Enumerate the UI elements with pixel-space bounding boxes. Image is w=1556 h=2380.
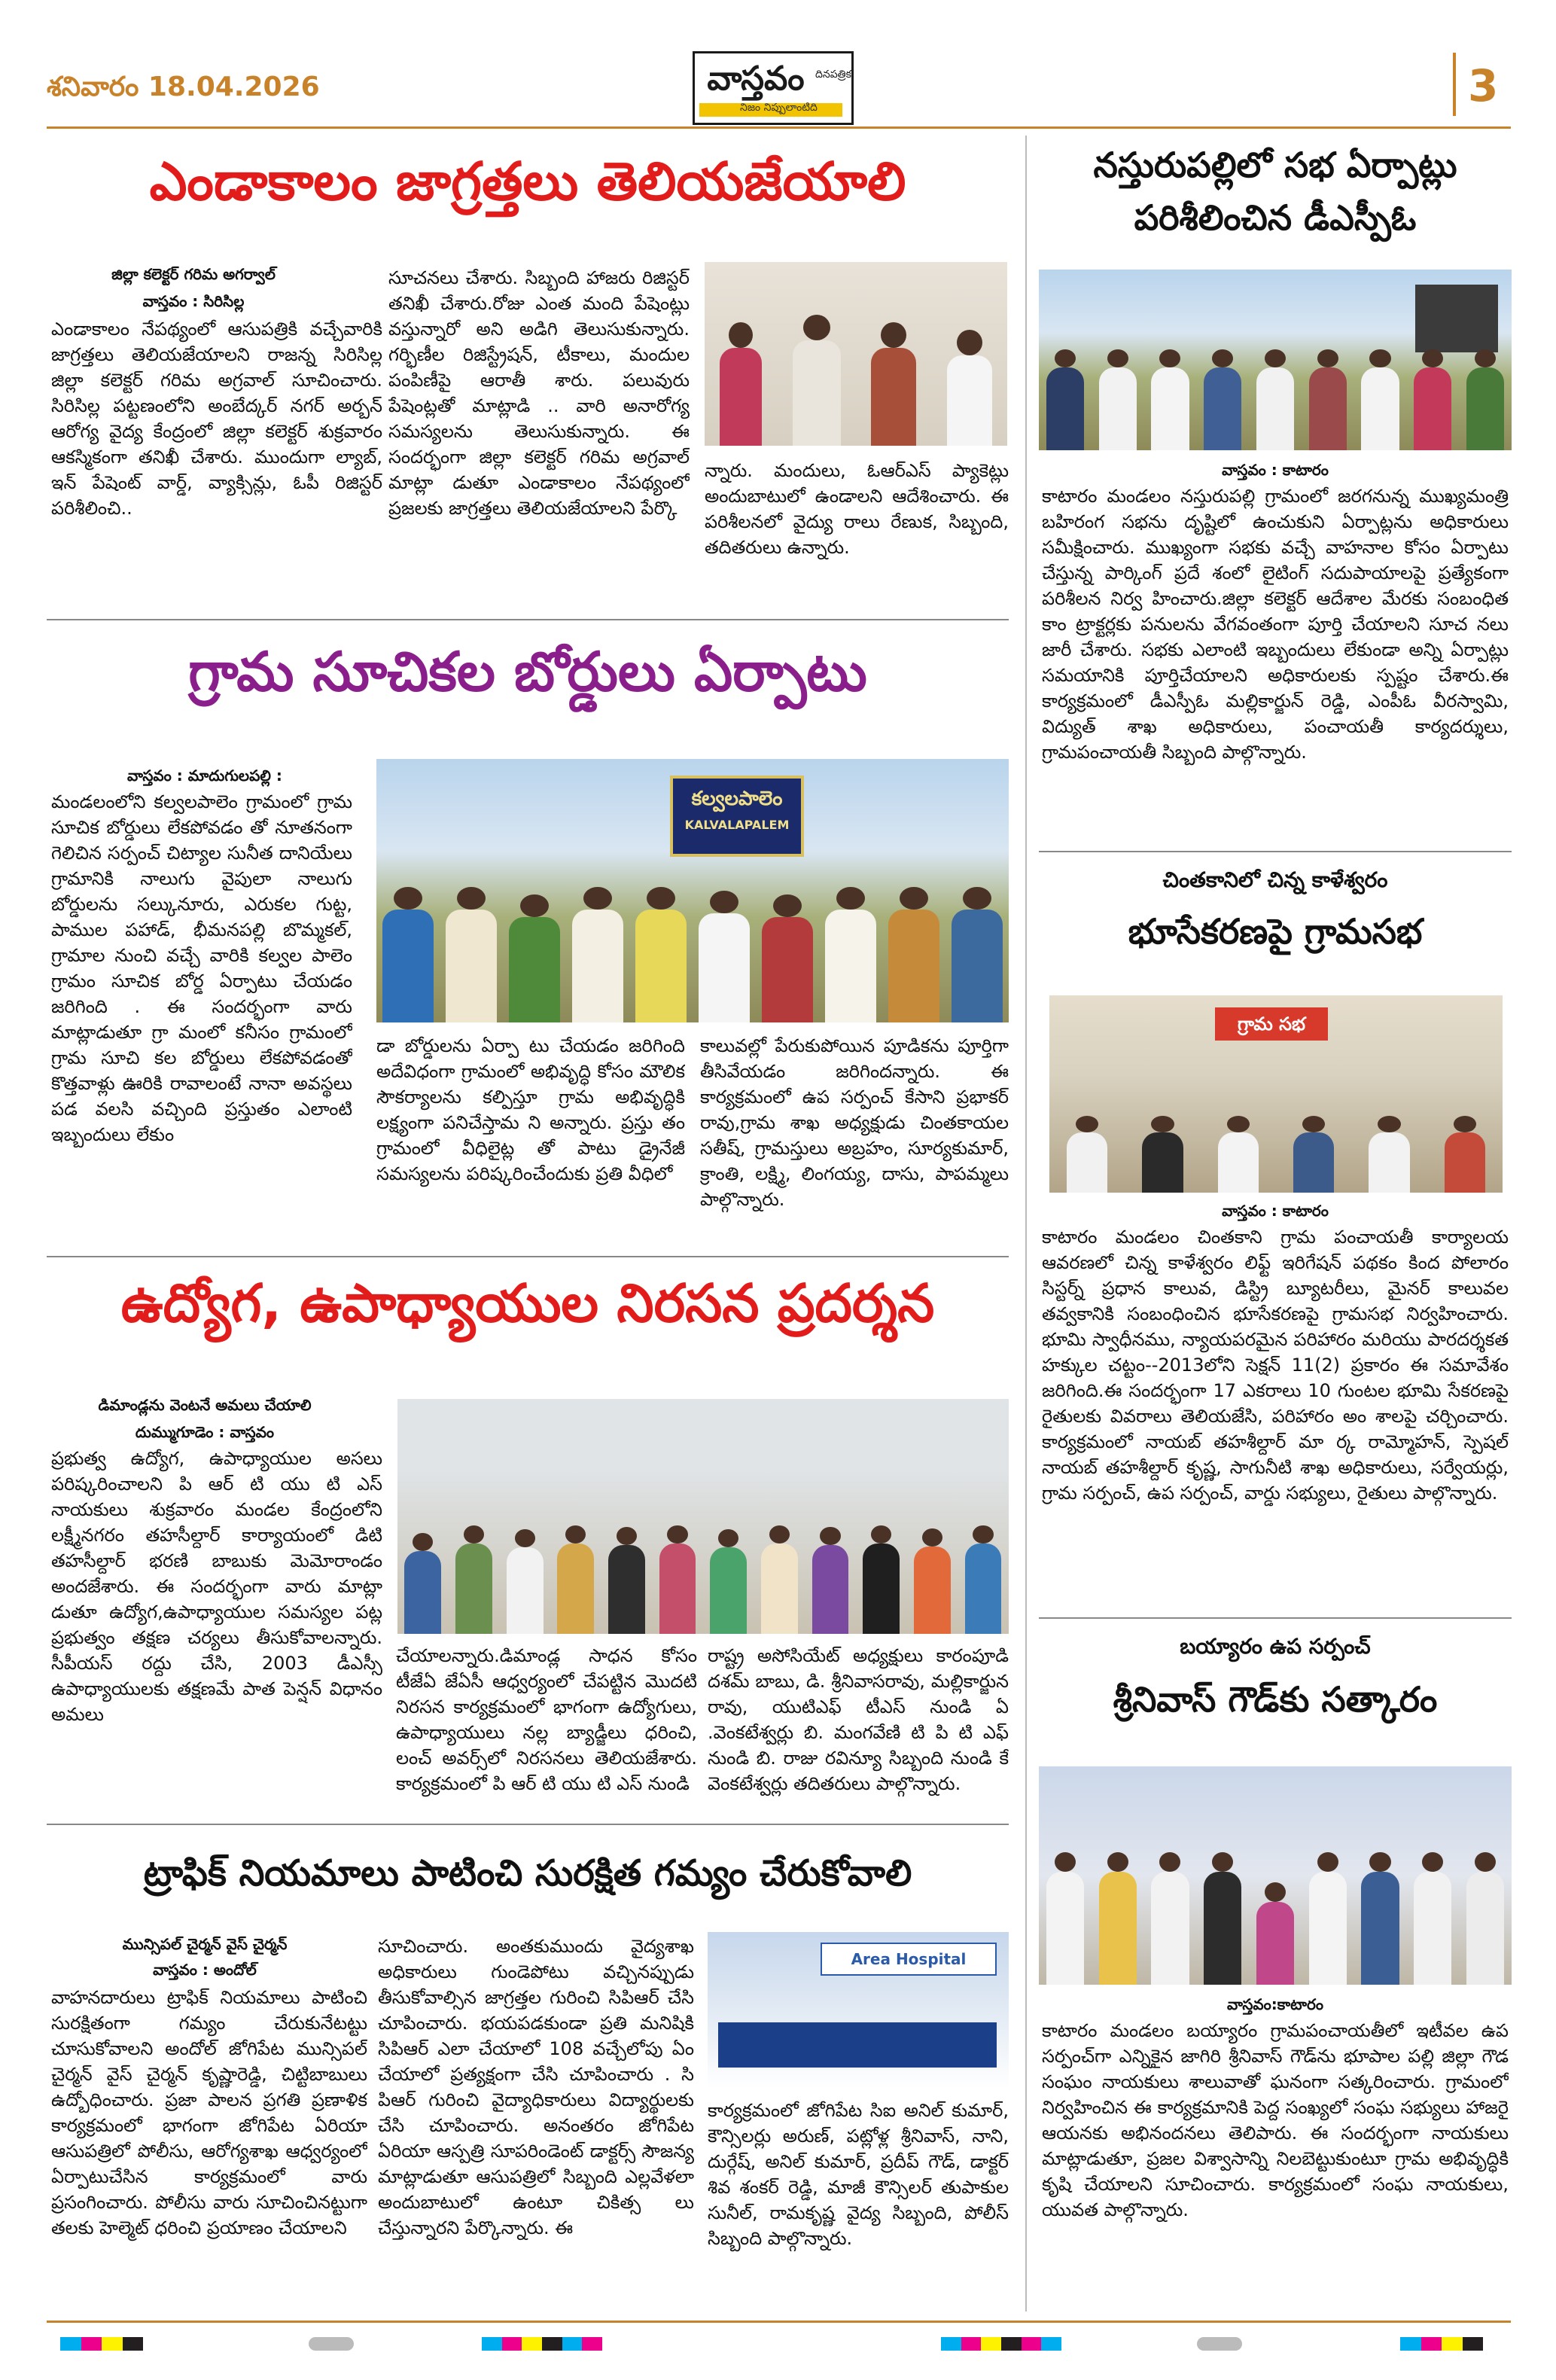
article2-col1: మండలంలోని కల్వలపాలెం గ్రామంలో గ్రామ సూచిక బోర్డులు లేకపోవడం తో నూతనంగా గెలిచిన సర్పంచ్ చిట్యాల సునీత దానియేలు గ్రామానికి నాలుగు వైపులా నాలుగు బోర్డులను సల్కునూరు, ఎరుకల గుట్ట, పాముల పహాడ్, భీమనపల్లి బొమ్మకల్, గ్రామాల నుంచి వచ్చే వారికి కల్వల పాలెం గ్రామం సూచిక బోర్డ ఏర్పాటు చేయడం జరిగింది . ఈ సందర్భంగా వారు మాట్లాడుతూ గ్రా మంలో కనీసం గ్రామంలో గ్రామ సూచి కల బోర్డులు లేకపోవడంతో కొత్తవాళ్లు ఊరికి రావాలంటే నానా అవస్థలు పడ వలసి వచ్చింది ప్రస్తుతం ఎలాంటి ఇబ్బందులు లేకుం [51, 791, 352, 1145]
right3-photo [1039, 1766, 1512, 1985]
footer-rule [47, 2321, 1511, 2323]
article2-photo [376, 759, 1009, 1022]
article1-byline-place: వాస్తవం : సిరిసిల్ల [142, 292, 245, 310]
article3-headline: ఉద్యోగ, ఉపాధ్యాయుల నిరసన ప్రదర్శన [120, 1272, 935, 1334]
sign-board-telugu: కల్వలపాలెం [691, 788, 783, 810]
right2-rule [1039, 1617, 1512, 1619]
article1-byline-name: జిల్లా కలెక్టర్ గరిమ అగర్వాల్ [111, 265, 276, 283]
registration-marks-1 [60, 2337, 143, 2351]
article2-rule [47, 1256, 1009, 1257]
article2-byline: వాస్తవం : మాదుగులపల్లి : [127, 766, 282, 785]
right1-body: కాటారం మండలం నస్తురుపల్లి గ్రామంలో జరగనున్న ముఖ్యమంత్రి బహిరంగ సభను దృష్టిలో ఉంచుకుని ఏర్పాట్లను అధికారులు సమీక్షించారు. ముఖ్యంగా సభకు వచ్చే వాహనాల కోసం ఏర్పాటు చేస్తున్న పార్కింగ్ ప్రదే శంలో లైటింగ్ సదుపాయాలపై ప్రత్యేకంగా పరిశీలన నిర్వ హించారు.జిల్లా కలెక్టర్ ఆదేశాల మేరకు సంబంధిత కాం ట్రాక్టర్లకు పనులను వేగవంతంగా పూర్తి చేయాలని సూచ నలు జారీ చేశారు. సభకు ఎలాంటి ఇబ్బందులు లేకుండా అన్ని ఏర్పాట్లు సమయానికి పూర్తిచేయాలని అధికారులకు స్పష్టం చేశారు.ఈ కార్యక్రమంలో డీఎస్పీఓ మల్లికార్జున్ రెడ్డి, ఎంపీఓ వీరస్వామి, విద్యుత్ శాఖ అధికారులు, పంచాయతీ కార్యదర్శులు, గ్రామపంచాయతీ సిబ్బంది పాల్గొన్నారు. [1042, 486, 1509, 763]
sign-board-english: KALVALAPALEM [684, 818, 790, 832]
article4-byline-title: మున్సిపల్ చైర్మన్ వైస్ చైర్మన్ [122, 1935, 288, 1953]
right2-body: కాటారం మండలం చింతకాని గ్రామ పంచాయతీ కార్యాలయ ఆవరణలో చిన్న కాళేశ్వరం లిఫ్ట్ ఇరిగేషన్ పథకం కింద పోలారం సిస్టర్న్ ప్రధాన కాలువ, డిస్ట్రి బ్యూటరీలు, మైనర్ కాలువల తవ్వకానికి సంబంధించిన భూసేకరణపై గ్రామసభ నిర్వహించారు. భూమి స్వాధీనము, న్యాయపరమైన పరిహారం మరియు పారదర్శకత హక్కుల చట్టం--2013లోని సెక్షన్ 11(2) ప్రకారం ఈ సమావేశం జరిగింది.ఈ సందర్భంగా 17 ఎకరాలు 10 గుంటల భూమి సేకరణపై రైతులకు వివరాలు తెలియజేసి, పరిహారం అం శాలపై చర్చించారు. కార్యక్రమంలో నాయబ్ తహశీల్దార్ మా ర్క రామ్మోహన్, స్పెషల్ నాయబ్ తహశీల్దార్ కృష్ణ, సాగునీటి శాఖ అధికారులు, సర్వేయర్లు, గ్రామ సర్పంచ్, ఉప సర్పంచ్, వార్డు సభ్యులు, రైతులు పాల్గొన్నారు. [1042, 1227, 1509, 1504]
right2-headline: భూసేకరణపై గ్రామసభ [1128, 911, 1423, 952]
right1-photo [1039, 270, 1512, 450]
article4-byline-place: వాస్తవం : అందోల్ [153, 1961, 257, 1979]
header-rule [47, 126, 1511, 129]
registration-marks-3 [941, 2337, 1061, 2351]
stage-table [718, 2022, 997, 2068]
article4-col1: వాహనదారులు ట్రాఫిక్ నియమాలు పాటించి సురక్షితంగా గమ్యం చేరుకునేటట్టు చూసుకోవాలని అందోల్ జోగిపేట మున్సిపల్ చైర్మన్ వైస్ చైర్మన్ కృష్ణారెడ్డి, చిట్టిబాబులు ఉద్బోధించారు. ప్రజా పాలన ప్రగతి ప్రణాళిక కార్యక్రమంలో భాగంగా జోగిపేట ఏరియా ఆసుపత్రిలో పోలీసు, ఆరోగ్యశాఖ ఆధ్వర్యంలో ఏర్పాటుచేసిన కార్యక్రమంలో వారు ప్రసంగించారు. పోలీసు వారు సూచించినట్టుగా తలకు హెల్మెట్ ధరించి ప్రయాణం చేయాలని [51, 1987, 367, 2238]
registration-marks-4 [1400, 2337, 1483, 2351]
right1-rule [1039, 851, 1512, 852]
page-number: 3 [1468, 60, 1499, 111]
article4-headline: ట్రాఫిక్ నియమాలు పాటించి సురక్షిత గమ్యం చేరుకోవాలి [143, 1852, 912, 1894]
right1-byline: వాస్తవం : కాటారం [1222, 461, 1329, 479]
article4-photo [708, 1932, 1009, 2089]
logo-text: వాస్తవం [707, 59, 805, 98]
right3-headline: శ్రీనివాస్ గౌడ్‌కు సత్కారం [1113, 1679, 1438, 1720]
article4-col2: సూచించారు. అంతకుముందు వైద్యశాఖ అధికారులు గుండెపోటు వచ్చినప్పుడు తీసుకోవాల్సిన జాగ్రత్తల గురించి సిపిఆర్ చేసి చూపించారు. భయపడకుండా ప్రతి మనిషికి సిపిఆర్ ఎలా చేయాలో 108 వచ్చేలోపు ఏం చేయాలో ప్రత్యక్షంగా చేసి చూపించారు . సి పిఆర్ గురించి వైద్యాధికారులు విద్యార్థులకు చేసి చూపించారు. అనంతరం జోగిపేట ఏరియా ఆస్పత్రి సూపరిండెంట్ డాక్టర్స్ సౌజన్య మాట్లాడుతూ ఆసుపత్రిలో సిబ్బంది ఎల్లవేళలా అందుబాటులో ఉంటూ చికిత్స లు చేస్తున్నారని పేర్కొన్నారు. ఈ [378, 1936, 694, 2238]
article3-byline-place: దుమ్ముగూడెం : వాస్తవం [135, 1423, 275, 1441]
registration-mark-oval-1 [309, 2337, 354, 2351]
article1-col3: న్నారు. మందులు, ఓఆర్ఎస్ ప్యాకెట్లు అందుబాటులో ఉండాలని ఆదేశించారు. ఈ పరిశీలనలో వైద్యు రాలు రేణుక, సిబ్బంది, తదితరులు ఉన్నారు. [705, 460, 1009, 558]
hospital-banner: Area Hospital [821, 1943, 997, 1976]
right2-byline: వాస్తవం : కాటారం [1222, 1202, 1329, 1220]
article4-col3: కార్యక్రమంలో జోగిపేట సిఐ అనిల్ కుమార్, కౌన్సిలర్లు అరుణ్, పట్లోళ్ల శ్రీనివాస్, నాని, దుర్గేష్, అనిల్ కుమార్, ప్రదీప్ గౌడ్, డాక్టర్ శివ శంకర్ రెడ్డి, మాజీ కౌన్సిలర్ తుపాకుల సునీల్, రామకృష్ణ వైద్య సిబ్బంది, పోలీస్ సిబ్బంది పాల్గొన్నారు. [708, 2100, 1009, 2249]
article2-col3: కాలువల్లో పేరుకుపోయిన పూడికను పూర్తిగా తీసివేయడం జరిగిందన్నారు. ఈ కార్యక్రమంలో ఉప సర్పంచ్ కేసాని ప్రభాకర్ రావు,గ్రామ శాఖ అధ్యక్షుడు చింతకాయల సతీష్, గ్రామస్తులు అబ్రహం, సూర్యకుమార్, క్రాంతి, లక్ష్మి, లింగయ్య, దాసు, పాపమ్మలు పాల్గొన్నారు. [700, 1035, 1009, 1210]
registration-mark-oval-2 [1197, 2337, 1242, 2351]
article3-byline-demand: డిమాండ్లను వెంటనే అమలు చేయాలి [98, 1396, 312, 1414]
right-column-divider [1025, 136, 1027, 2311]
logo-small-text: దినపత్రిక [815, 69, 851, 81]
right3-body: కాటారం మండలం బయ్యారం గ్రామపంచాయతీలో ఇటీవల ఉప సర్పంచ్‌గా ఎన్నికైన జాగిరి శ్రీనివాస్ గౌడ్‌ను భూపాల పల్లి జిల్లా గౌడ సంఘం నాయకులు శాలువాతో ఘనంగా సత్కరించారు. గ్రామంలో నిర్వహించిన ఈ కార్యక్రమానికి పెద్ద సంఖ్యలో సంఘ సభ్యులు హాజరై ఆయనకు అభినందనలు తెలిపారు. ఈ సందర్భంగా నాయకులు మాట్లాడుతూ, ప్రజల విశ్వాసాన్ని నిలబెట్టుకుంటూ గ్రామ అభివృద్ధికి కృషి చేయాలని సూచించారు. కార్యక్రమంలో సంఘ నాయకులు, యువత పాల్గొన్నారు. [1042, 2020, 1509, 2220]
logo-tagline: నిజం నిప్పులాంటిది [740, 102, 818, 114]
article3-photo [397, 1399, 1009, 1634]
article2-headline: గ్రామ సూచికల బోర్డులు ఏర్పాటు [188, 640, 867, 703]
article1-col2: సూచనలు చేశారు. సిబ్బంది హాజరు రిజిస్టర్ తనిఖీ చేశారు.రోజు ఎంత మంది పేషెంట్లు వస్తున్నారో అని అడిగి తెలుసుకున్నారు. గర్భిణీల రిజిస్ట్రేషన్, టీకాలు, మందుల పంపిణీపై ఆరాతీ శారు. పలువురు పేషెంట్లతో మాట్లాడి .. వారి అనారోగ్య సమస్యలను తెలుసుకున్నారు. ఈ సందర్భంగా జిల్లా కలెక్టర్ గరిమ అగ్రవాల్ మాట్లా డుతూ ఎండాకాలం నేపథ్యంలో ప్రజలకు జాగ్రత్తలు తెలియజేయాలని పేర్కొ [388, 267, 690, 519]
article2-col2: డా బోర్డులను ఏర్పా టు చేయడం జరిగింది అదేవిధంగా గ్రామంలో అభివృద్ధి కోసం మౌలిక సౌకర్యాలను కల్పిస్తూ గ్రామ అభివృద్ధికి లక్ష్యంగా పనిచేస్తామ ని అన్నారు. ప్రస్తు తం గ్రామంలో వీధిలైట్ల తో పాటు డ్రైనేజీ సమస్యలను పరిష్కరించేందుకు ప్రతి వీధిలో [376, 1035, 685, 1184]
article3-col1: ప్రభుత్వ ఉద్యోగ, ఉపాధ్యాయుల అసలు పరిష్కరించాలని పి ఆర్ టి యు టి ఎస్ నాయకులు శుక్రవారం మండల కేంద్రంలోని లక్ష్మీనగరం తహసీల్దార్ కార్యాయంలో డిటి తహసీల్దార్ భరణి బాబుకు మెమోరాండం అందజేశారు. ఈ సందర్భంగా వారు మాట్లా డుతూ ఉద్యోగ,ఉపాధ్యాయుల సమస్యల పట్ల ప్రభుత్వం తక్షణ చర్యలు తీసుకోవాలన్నారు. సీపీయస్ రద్దు చేసి, 2003 డీఎస్సీ ఉపాధ్యాయులకు తక్షణమే పాత పెన్షన్ విధానం అమలు [51, 1448, 382, 1725]
right2-photo [1049, 995, 1503, 1193]
article3-col3: రాష్ట్ర అసోసియేట్ అధ్యక్షులు కారంపూడి దశమ్ బాబు, డి. శ్రీనివాసరావు, మల్లికార్జున రావు, యుటిఎఫ్ టీఎస్ నుండి ఏ .వెంకటేశ్వర్లు బి. మంగవేణి టి పి టి ఎఫ్ నుండి బి. రాజు రవిన్యూ సిబ్బంది నుండి కే వెంకటేశ్వర్లు తదితరులు పాల్గొన్నారు. [708, 1645, 1009, 1794]
gram-sabha-banner: గ్రామ సభ [1215, 1007, 1328, 1041]
article1-headline: ఎండాకాలం జాగ్రత్తలు తెలియజేయాలి [149, 151, 906, 212]
right3-byline: వాస్తవం:కాటారం [1227, 1995, 1323, 2013]
right3-kicker: బయ్యారం ఉప సర్పంచ్ [1180, 1634, 1371, 1659]
newspaper-logo [693, 51, 854, 125]
article3-rule [47, 1824, 1009, 1825]
right1-headline-line1: నస్తురుపల్లిలో సభ ఏర్పాట్లు [1093, 145, 1457, 185]
registration-marks-2 [482, 2337, 602, 2351]
header-divider [1453, 53, 1456, 116]
right2-kicker: చింతకానిలో చిన్న కాళేశ్వరం [1162, 867, 1388, 892]
article3-col2: చేయాలన్నారు.డిమాండ్ల సాధన కోసం టీజేఏ జేఏసీ ఆధ్వర్యంలో చేపట్టిన మొదటి నిరసన కార్యక్రమంలో భాగంగా ఉద్యోగులు, ఉపాధ్యాయులు నల్ల బ్యాడ్జీలు ధరించి, లంచ్ అవర్స్‌లో నిరసనలు తెలియజేశారు. కార్యక్రమంలో పి ఆర్ టి యు టి ఎస్ నుండి [396, 1645, 697, 1794]
article1-photo [705, 262, 1007, 446]
right1-headline-line2: పరిశీలించిన డీఎస్పీఓ [1134, 197, 1417, 238]
article1-rule [47, 619, 1009, 620]
article1-col1: ఎండాకాలం నేపథ్యంలో ఆసుపత్రికి వచ్చేవారికి జాగ్రత్తలు తెలియజేయాలని రాజన్న సిరిసిల్ల జిల్లా కలెక్టర్ గరిమ అగ్రవాల్ సూచించారు. సిరిసిల్ల పట్టణంలోని అంబేద్కర్ నగర్ అర్బన్ ఆరోగ్య వైద్య కేంద్రంలో జిల్లా కలెక్టర్ శుక్రవారం ఆకస్మికంగా తనిఖీ చేశారు. ముందుగా ల్యాబ్, ఇన్ పేషెంట్ వార్డ్, వ్యాక్సిన్లు, ఓపీ రిజిస్టర్ పరిశీలించి.. [51, 318, 382, 519]
page-date: శనివారం 18.04.2026 [47, 72, 320, 102]
